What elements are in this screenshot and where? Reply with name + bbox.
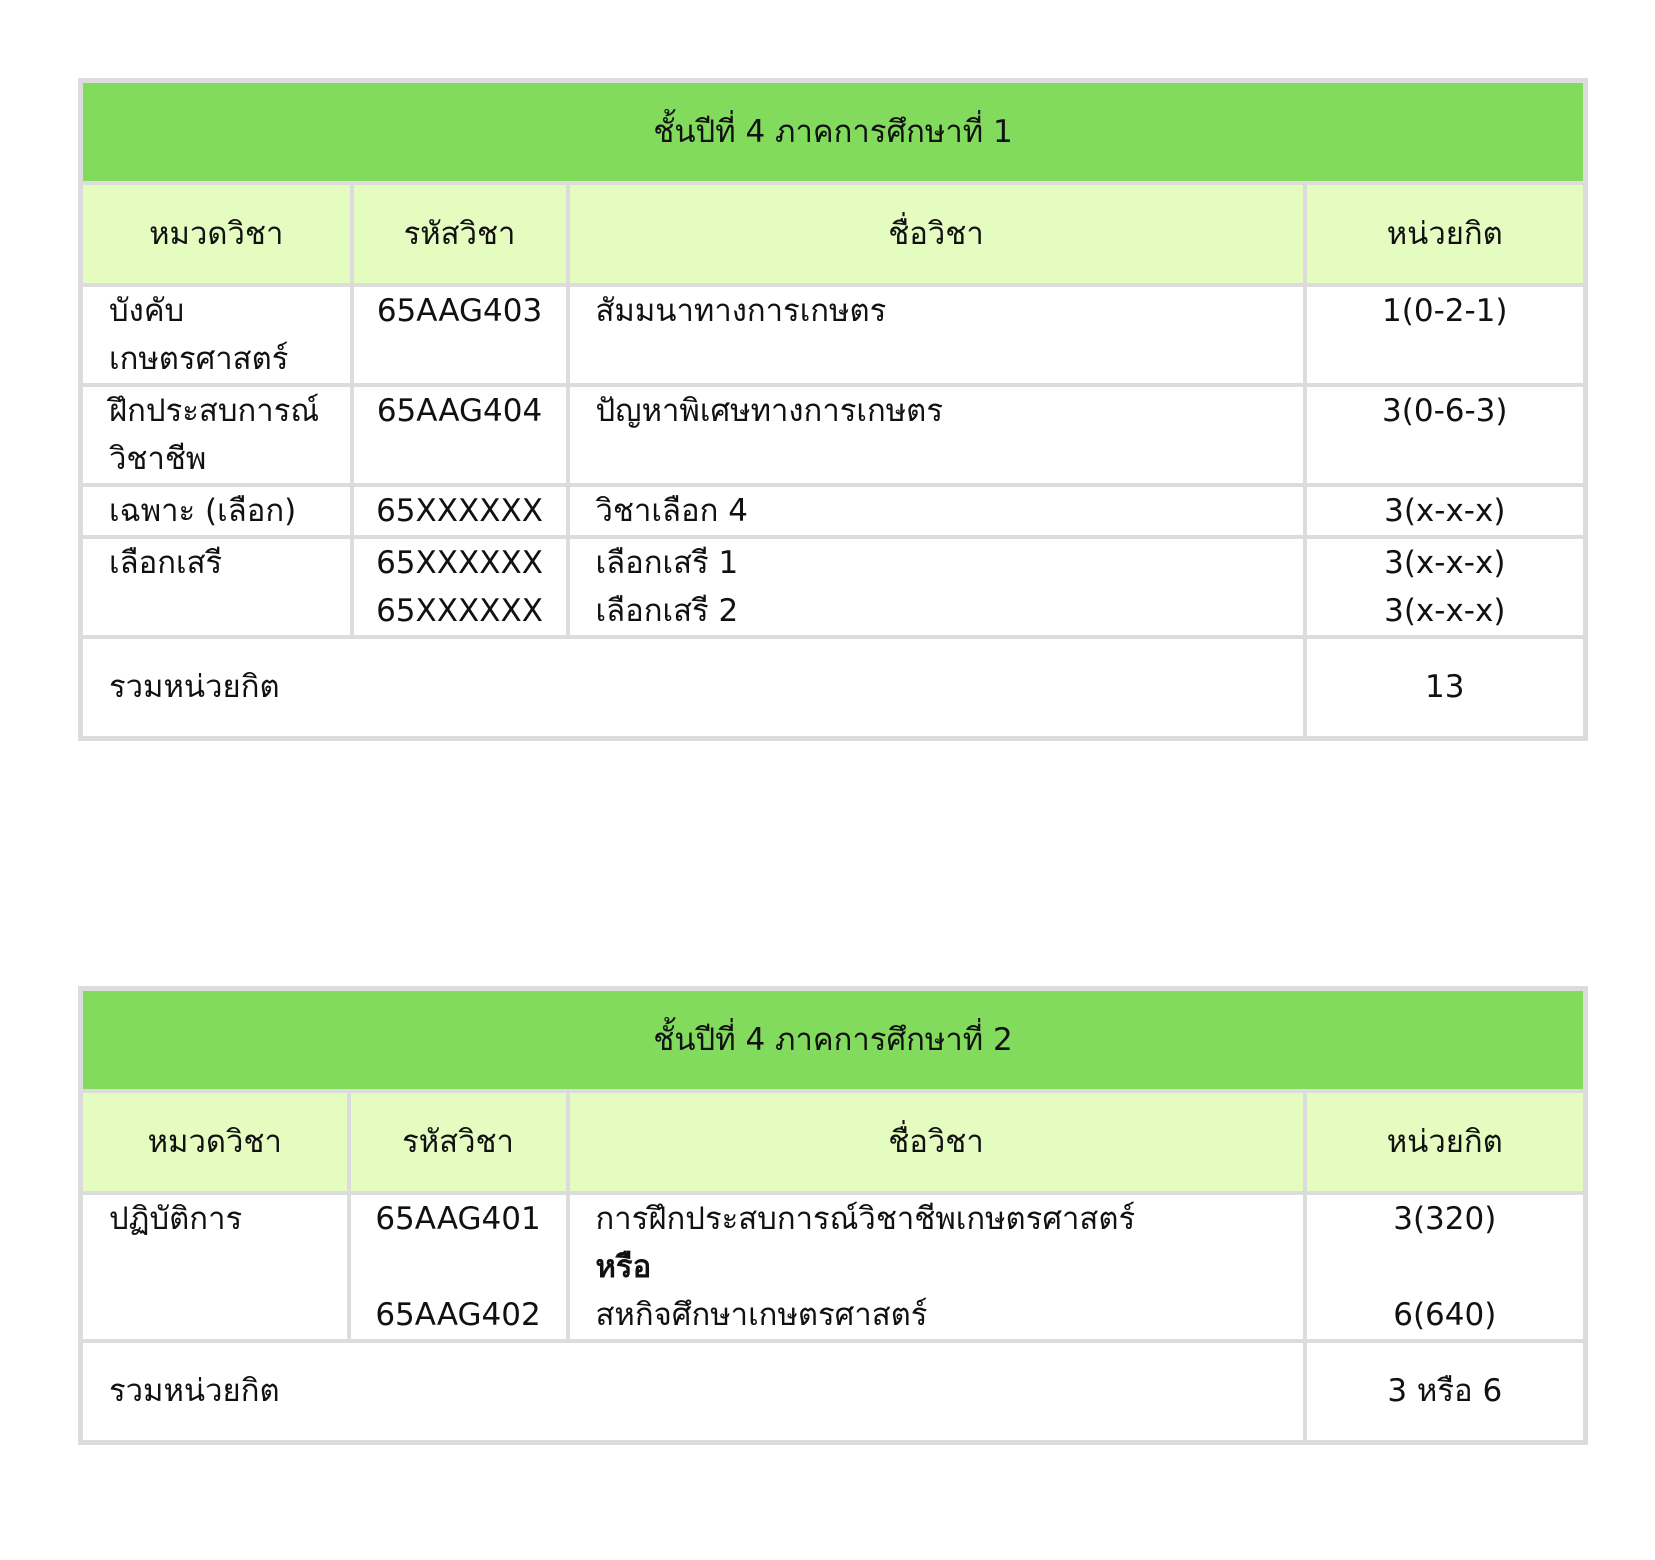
course-name: วิชาเลือก 4 — [595, 492, 748, 529]
total-label: รวมหน่วยกิต — [81, 637, 1305, 739]
credits-cell — [1305, 385, 1586, 485]
spacer — [351, 1243, 566, 1291]
course-credits: 3(x-x-x) — [1384, 592, 1506, 629]
category-cell — [81, 385, 352, 485]
course-credits: 6(640) — [1393, 1296, 1497, 1333]
header-code: รหัสวิชา — [349, 1091, 568, 1193]
header-category: หมวดวิชา — [81, 183, 352, 285]
course-code: 65AAG403 — [376, 292, 543, 329]
table-row — [81, 485, 1586, 537]
credits-cell — [1305, 1193, 1586, 1341]
header-category: หมวดวิชา — [81, 1091, 349, 1193]
course-credits: 3(x-x-x) — [1384, 492, 1506, 529]
table-row — [81, 537, 1586, 637]
total-value: 13 — [1305, 637, 1586, 739]
header-name: ชื่อวิชา — [568, 183, 1305, 285]
course-code: 65XXXXXX — [376, 492, 543, 529]
course-code: 65AAG404 — [376, 392, 543, 429]
code-cell — [352, 537, 568, 637]
code-cell — [352, 285, 568, 385]
credits-cell — [1305, 537, 1586, 637]
semester-1-title: ชั้นปีที่ 4 ภาคการศึกษาที่ 1 — [81, 81, 1586, 183]
category-text: เฉพาะ (เลือก) — [109, 492, 297, 529]
category-cell — [81, 537, 352, 637]
category-cell — [81, 485, 352, 537]
category-text: เลือกเสรี — [109, 544, 223, 581]
table-row — [81, 385, 1586, 485]
semester-2-title: ชั้นปีที่ 4 ภาคการศึกษาที่ 2 — [81, 989, 1586, 1091]
course-name: สหกิจศึกษาเกษตรศาสตร์ — [595, 1296, 928, 1333]
total-value: 3 หรือ 6 — [1305, 1341, 1586, 1443]
course-code: 65AAG401 — [375, 1200, 541, 1237]
course-credits: 3(x-x-x) — [1384, 544, 1506, 581]
header-credits: หน่วยกิต — [1305, 1091, 1586, 1193]
category-text: วิชาชีพ — [109, 440, 207, 477]
category-cell — [81, 285, 352, 385]
spacer — [1307, 1243, 1584, 1291]
or-label: หรือ — [595, 1248, 652, 1285]
credits-cell — [1305, 485, 1586, 537]
semester-1-header-row — [81, 183, 1586, 285]
course-name: ปัญหาพิเศษทางการเกษตร — [595, 392, 943, 429]
name-cell — [568, 385, 1305, 485]
name-cell — [568, 537, 1305, 637]
code-cell — [352, 485, 568, 537]
table-row — [81, 1193, 1586, 1341]
category-text: ปฏิบัติการ — [109, 1200, 243, 1237]
credits-cell — [1305, 285, 1586, 385]
course-name: เลือกเสรี 1 — [595, 544, 739, 581]
category-text: บังคับ — [109, 292, 185, 329]
semester-2-header-row — [81, 1091, 1586, 1193]
code-cell — [349, 1193, 568, 1341]
code-cell — [352, 385, 568, 485]
course-name: เลือกเสรี 2 — [595, 592, 739, 629]
name-cell — [568, 485, 1305, 537]
course-credits: 1(0-2-1) — [1382, 292, 1508, 329]
semester-2-table — [78, 986, 1588, 1445]
course-name: การฝึกประสบการณ์วิชาชีพเกษตรศาสตร์ — [595, 1200, 1136, 1237]
header-credits: หน่วยกิต — [1305, 183, 1586, 285]
total-label: รวมหน่วยกิต — [81, 1341, 1305, 1443]
course-credits: 3(320) — [1393, 1200, 1497, 1237]
name-cell — [568, 1193, 1305, 1341]
total-row — [81, 1341, 1586, 1443]
name-cell — [568, 285, 1305, 385]
course-name: สัมมนาทางการเกษตร — [595, 292, 887, 329]
course-code: 65AAG402 — [375, 1296, 541, 1333]
category-text: ฝึกประสบการณ์ — [109, 392, 320, 429]
header-code: รหัสวิชา — [352, 183, 568, 285]
semester-1-table — [78, 78, 1588, 741]
header-name: ชื่อวิชา — [568, 1091, 1305, 1193]
course-credits: 3(0-6-3) — [1382, 392, 1508, 429]
category-text: เกษตรศาสตร์ — [109, 340, 289, 377]
course-code: 65XXXXXX — [376, 544, 543, 581]
table-row — [81, 285, 1586, 385]
course-code: 65XXXXXX — [376, 592, 543, 629]
total-row — [81, 637, 1586, 739]
category-cell — [81, 1193, 349, 1341]
